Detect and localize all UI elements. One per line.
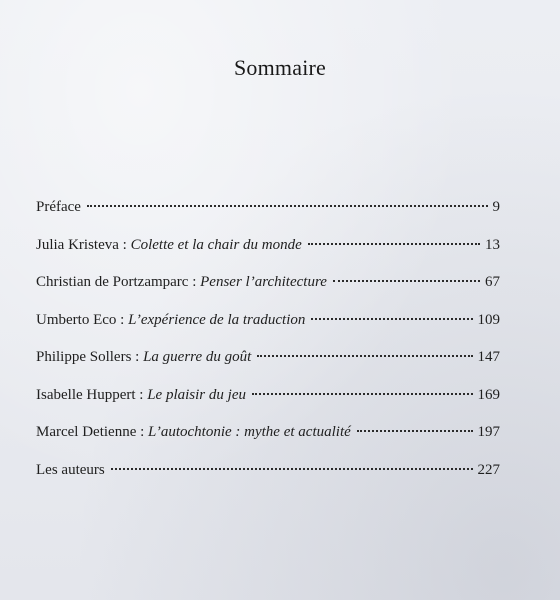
entry-author: Préface — [36, 199, 81, 215]
toc-entry-les-auteurs — [36, 459, 500, 482]
dot-leader — [87, 205, 488, 207]
entry-separator: : — [118, 236, 131, 253]
page-title: Sommaire — [233, 54, 327, 80]
entry-work-title: Colette et la chair du monde — [130, 236, 302, 253]
entry-page-number: 169 — [477, 386, 500, 403]
entry-page-number: 67 — [485, 274, 500, 290]
dot-leader — [308, 243, 480, 245]
dot-leader — [357, 430, 473, 432]
toc-entry-sollers — [36, 346, 500, 369]
dot-leader — [252, 393, 473, 395]
entry-author: Les auteurs — [36, 461, 105, 478]
entry-separator: : — [136, 424, 149, 440]
dot-leader — [311, 318, 472, 320]
entry-separator: : — [116, 311, 129, 328]
entry-author: Philippe Sollers — [36, 349, 132, 365]
entry-separator: : — [188, 274, 201, 290]
entry-work-title: La guerre du goût — [143, 349, 252, 365]
entry-page-number: 147 — [477, 349, 500, 365]
entry-page-number: 197 — [477, 424, 500, 440]
entry-author: Christian de Portzamparc — [36, 274, 189, 290]
entry-work-title: Le plaisir du jeu — [147, 386, 246, 403]
entry-page-number: 13 — [485, 236, 500, 253]
toc-entry-portzamparc — [36, 271, 500, 294]
entry-work-title: Penser l’architecture — [200, 274, 327, 290]
entry-work-title: L’expérience de la traduction — [128, 311, 306, 328]
toc-entry-detienne — [36, 421, 500, 444]
entry-page-number: 227 — [477, 461, 500, 478]
entry-separator: : — [135, 386, 148, 403]
entry-work-title: L’autochtonie : mythe et actualité — [148, 424, 351, 440]
dot-leader — [257, 355, 472, 357]
entry-page-number: 9 — [492, 199, 500, 215]
dot-leader — [111, 468, 473, 470]
dot-leader — [333, 280, 480, 282]
toc-entry-eco — [36, 309, 500, 332]
entry-page-number: 109 — [477, 311, 500, 328]
entry-author: Marcel Detienne — [36, 424, 137, 440]
entry-author: Umberto Eco — [36, 311, 117, 328]
toc-entry-preface — [36, 196, 500, 219]
toc-entry-huppert — [36, 384, 500, 407]
entry-author: Isabelle Huppert — [36, 386, 136, 403]
table-of-contents — [36, 196, 500, 496]
entry-author: Julia Kristeva — [36, 236, 119, 253]
toc-entry-kristeva — [36, 234, 500, 257]
entry-separator: : — [131, 349, 144, 365]
